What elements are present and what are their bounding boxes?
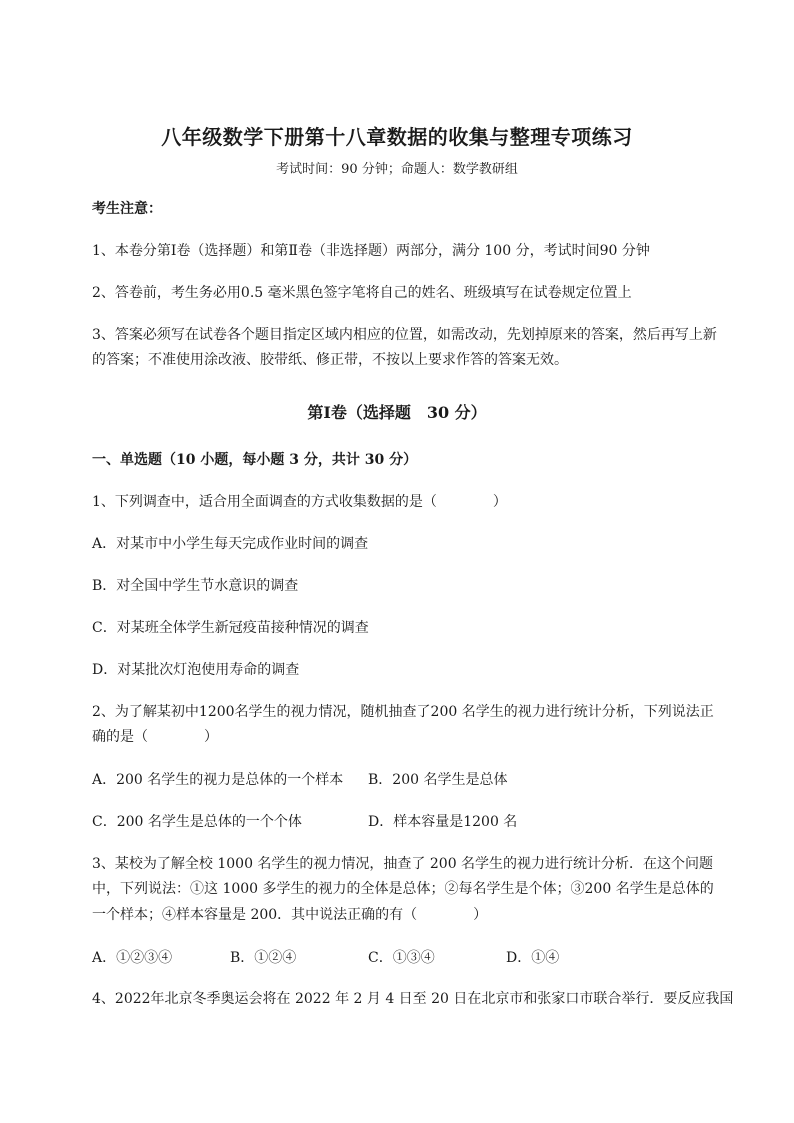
q3-option-a: A．①②③④ <box>92 950 173 966</box>
notice-item-2: 2、答卷前，考生务必用0.5 毫米黑色签字笔将自己的姓名、班级填写在试卷规定位置上 <box>92 285 632 301</box>
q3-stem-line1: 3、某校为了解全校 1000 名学生的视力情况，抽查了 200 名学生的视力进行统计分析．在这个问题 <box>92 856 714 872</box>
q3-stem-line2: 中，下列说法：①这 1000 多学生的视力的全体是总体；②每名学生是个体；③200 名学生是总体的 <box>92 881 714 897</box>
q3-option-b: B．①②④ <box>230 950 297 966</box>
q2-stem-line2: 确的是（ ） <box>92 729 218 745</box>
q1-option-d: D．对某批次灯泡使用寿命的调查 <box>92 662 300 678</box>
q2-stem-line1: 2、为了解某初中1200名学生的视力情况，随机抽查了200 名学生的视力进行统计分析，下列说法正 <box>92 704 714 720</box>
q2-option-d: D．样本容量是1200 名 <box>368 814 518 830</box>
notice-item-3: 3、答案必须写在试卷各个题目指定区域内相应的位置，如需改动，先划掉原来的答案，然后再写上新 <box>92 327 717 343</box>
q3-stem-line3: 一个样本；④样本容量是 200．其中说法正确的有（ ） <box>92 907 488 923</box>
q3-option-c: C．①③④ <box>368 950 435 966</box>
q2-option-b: B．200 名学生是总体 <box>368 772 508 788</box>
q1-option-c: C．对某班全体学生新冠疫苗接种情况的调查 <box>92 620 369 636</box>
part-heading: 一、单选题（10 小题，每小题 3 分，共计 30 分） <box>92 452 418 468</box>
exam-subtitle: 考试时间：90 分钟；命题人：数学教研组 <box>276 162 518 177</box>
exam-title: 八年级数学下册第十八章数据的收集与整理专项练习 <box>161 125 633 149</box>
notice-heading: 考生注意： <box>92 201 162 217</box>
q2-option-a: A．200 名学生的视力是总体的一个样本 <box>92 772 344 788</box>
section-title: 第Ⅰ卷（选择题 30 分） <box>307 403 487 422</box>
q4-stem-line1: 4、2022年北京冬季奥运会将在 2022 年 2 月 4 日至 20 日在北京市和张家口市联合举行．要反应我国 <box>92 991 734 1007</box>
notice-item-3-cont: 的答案；不准使用涂改液、胶带纸、修正带，不按以上要求作答的答案无效。 <box>92 352 568 368</box>
q2-option-c: C．200 名学生是总体的一个个体 <box>92 814 302 830</box>
q1-stem: 1、下列调查中，适合用全面调查的方式收集数据的是（ ） <box>92 494 507 510</box>
q3-option-d: D．①④ <box>506 950 560 966</box>
notice-item-1: 1、本卷分第Ⅰ卷（选择题）和第Ⅱ卷（非选择题）两部分，满分 100 分，考试时间90 分钟 <box>92 243 650 259</box>
q1-option-b: B．对全国中学生节水意识的调查 <box>92 578 299 594</box>
q1-option-a: A．对某市中小学生每天完成作业时间的调查 <box>92 536 369 552</box>
